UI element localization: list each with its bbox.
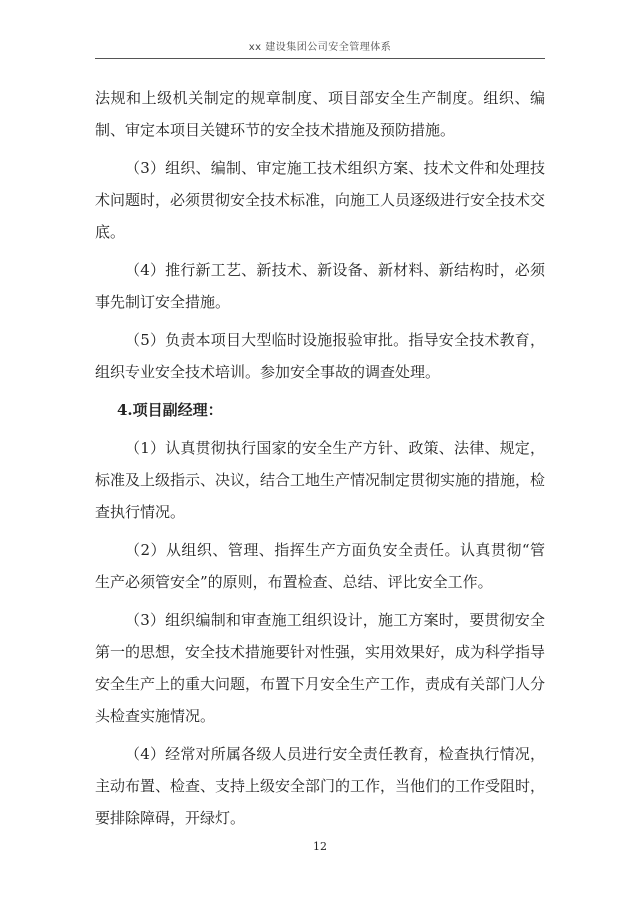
paragraph-deputy-1: （1）认真贯彻执行国家的安全生产方针、政策、法律、规定，标准及上级指示、决议，结合工地生产情况制定贯彻实施的措施，检查执行情况。: [95, 439, 546, 521]
paragraph-deputy-2: （2）从组织、管理、指挥生产方面负安全责任。认真贯彻“管生产必须管安全”的原则，布置检查、总结、评比安全工作。: [95, 541, 545, 591]
header-divider: [95, 58, 545, 59]
paragraph-deputy-4: （4）经常对所属各级人员进行安全责任教育，检查执行情况，主动布置、检查、支持上级安全部门的工作，当他们的工作受阻时，要排除障碍，开绿灯。: [95, 745, 546, 827]
page-number: 12: [313, 840, 327, 853]
page-header: xx 建设集团公司安全管理体系: [248, 42, 392, 53]
paragraph-continuation: 法规和上级机关制定的规章制度、项目部安全生产制度。组织、编制、审定本项目关键环节的安全技术措施及预防措施。: [95, 89, 545, 139]
section-heading: 4.项目副经理：: [117, 401, 223, 419]
paragraph-item-4: （4）推行新工艺、新技术、新设备、新材料、新结构时，必须事先制订安全措施。: [95, 261, 545, 311]
document-body: [95, 82, 545, 834]
paragraph-item-3: （3）组织、编制、审定施工技术组织方案、技术文件和处理技术问题时，必须贯彻安全技术标准，向施工人员逐级进行安全技术交底。: [95, 159, 546, 241]
paragraph-deputy-3: （3）组织编制和审查施工组织设计，施工方案时，要贯彻安全第一的思想，安全技术措施要针对性强，实用效果好，成为科学指导安全生产上的重大问题，布置下月安全生产工作，责成有关部门人分头检查实施情况。: [95, 611, 546, 725]
paragraph-item-5: （5）负责本项目大型临时设施报验审批。指导安全技术教育，组织专业安全技术培训。参加安全事故的调查处理。: [95, 331, 545, 381]
